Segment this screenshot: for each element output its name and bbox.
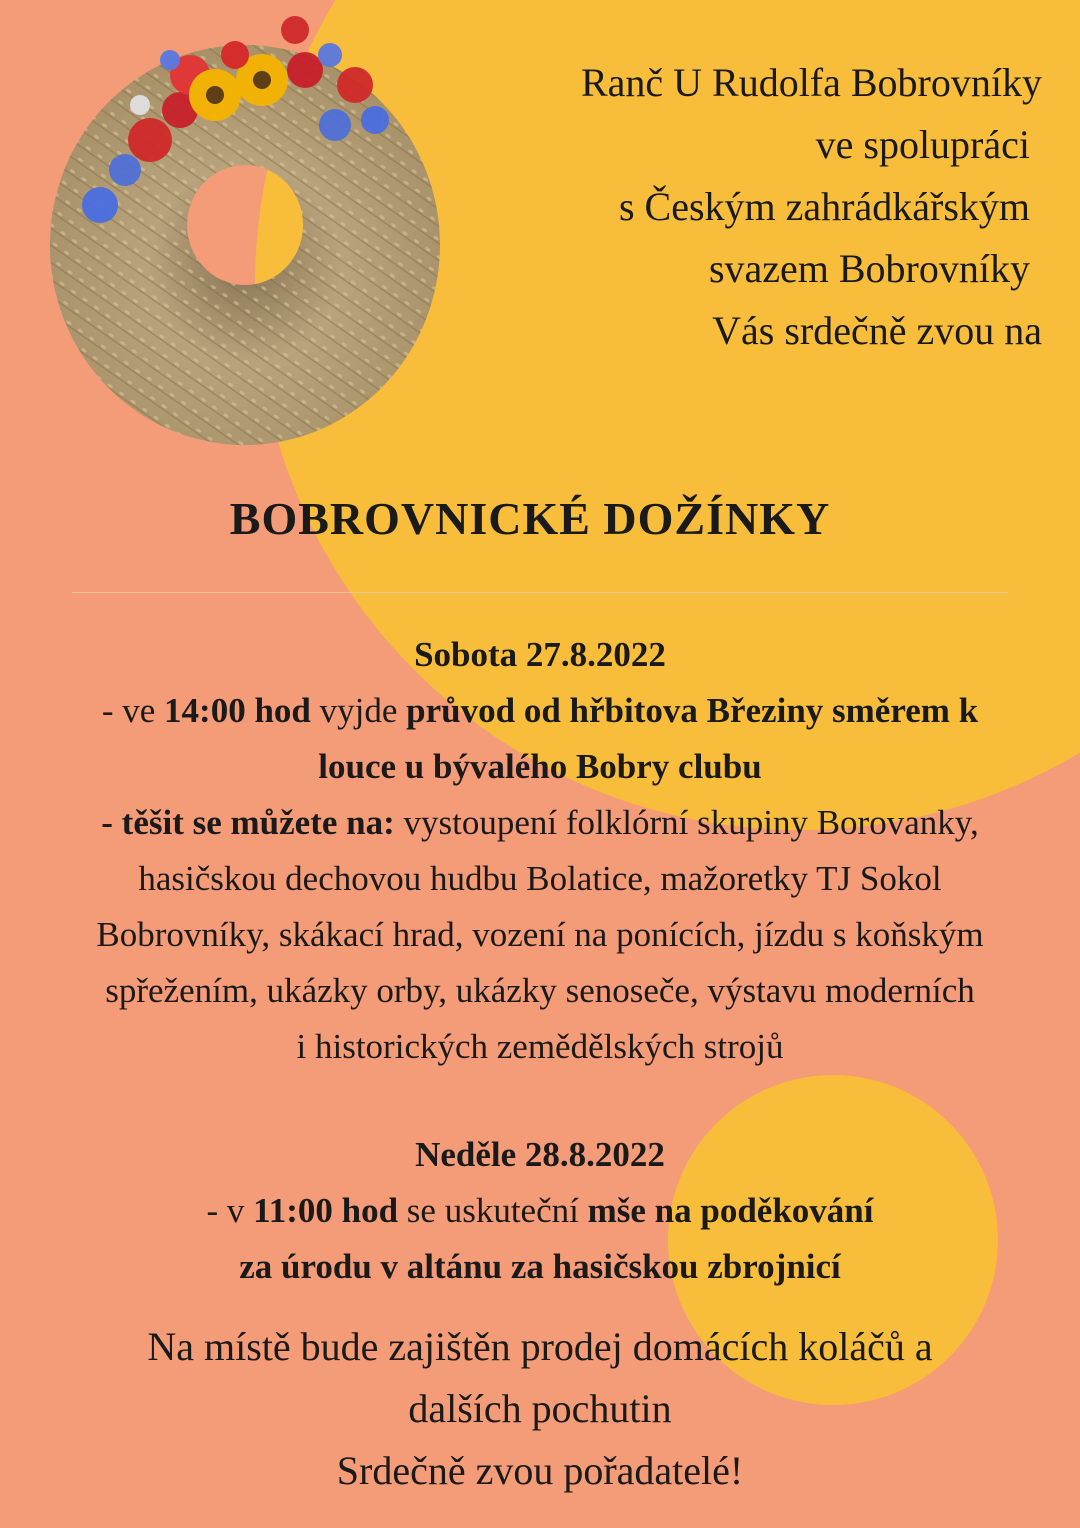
program-line: hasičskou dechovou hudbu Bolatice, mažoretky TJ Sokol: [138, 859, 942, 898]
intro-line: ve spolupráci: [815, 122, 1030, 167]
closing-line: Srdečně zvou pořadatelé!: [336, 1448, 744, 1493]
sunday-date: Neděle 28.8.2022: [415, 1135, 665, 1174]
divider: [72, 592, 1008, 593]
text: vystoupení folklórní skupiny Borovanky,: [394, 803, 979, 842]
program-line: spřežením, ukázky orby, ukázky senoseče, výstavu moderních: [105, 971, 975, 1010]
procession-line: [0, 683, 1080, 739]
harvest-wreath-image: [30, 0, 460, 450]
text: - v: [206, 1191, 254, 1230]
saturday-section: [0, 627, 1080, 1075]
intro-line: svazem Bobrovníky: [708, 246, 1030, 291]
intro-line: Vás srdečně zvou na: [712, 308, 1042, 353]
closing-line: Na místě bude zajištěn prodej domácích koláčů a: [147, 1324, 933, 1369]
program-line: Bobrovníky, skákací hrad, vození na ponících, jízdu s koňským: [96, 915, 984, 954]
program-label: - těšit se můžete na:: [101, 803, 395, 842]
procession-destination: louce u bývalého Bobry clubu: [318, 747, 762, 786]
closing-section: [0, 1316, 1080, 1502]
intro-line: s Českým zahrádkářským: [618, 184, 1030, 229]
mass-title: mše na poděkování: [587, 1191, 874, 1230]
text: - ve: [101, 691, 165, 730]
mass-time: 11:00 hod: [253, 1191, 399, 1230]
procession-time: 14:00 hod: [164, 691, 311, 730]
intro-line: Ranč U Rudolfa Bobrovníky: [580, 60, 1042, 105]
program-line: i historických zemědělských strojů: [296, 1027, 784, 1066]
mass-location: za úrodu v altánu za hasičskou zbrojnicí: [239, 1247, 841, 1286]
saturday-date: Sobota 27.8.2022: [414, 635, 666, 674]
program-line: [0, 795, 1080, 851]
text: se uskuteční: [398, 1191, 588, 1230]
event-title: BOBROVNICKÉ DOŽÍNKY: [229, 493, 831, 544]
closing-line: dalších pochutin: [408, 1386, 672, 1431]
sunday-section: [0, 1127, 1080, 1295]
procession-route: průvod od hřbitova Březiny směrem k: [406, 691, 979, 730]
intro-text: [402, 52, 1042, 362]
text: vyjde: [310, 691, 407, 730]
mass-line: [0, 1183, 1080, 1239]
